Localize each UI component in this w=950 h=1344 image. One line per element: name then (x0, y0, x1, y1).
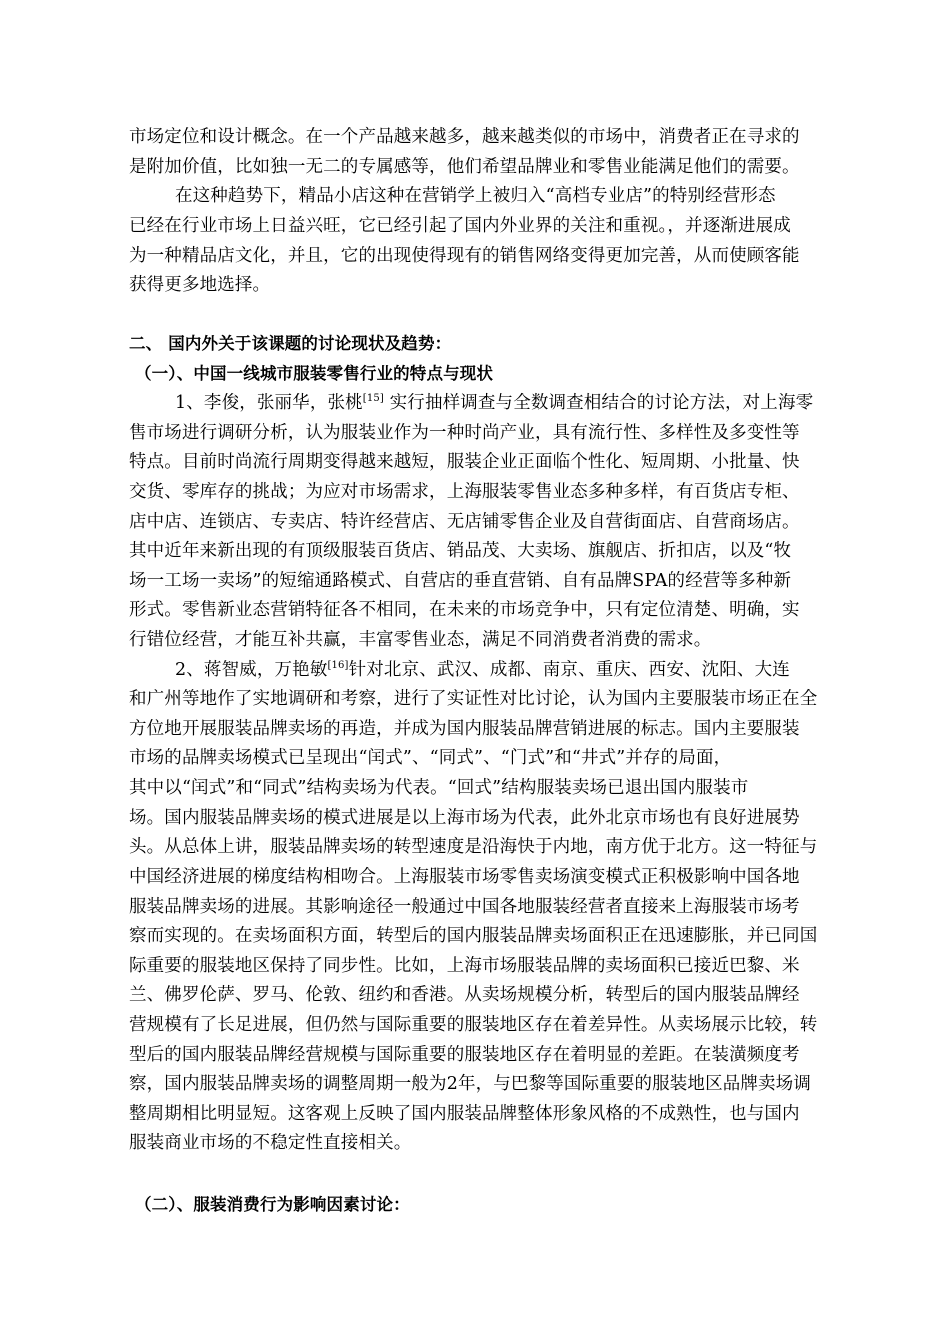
para1-line-4: 交货、零库存的挑战；为应对市场需求，上海服装零售业态多种多样，有百货店专柜、 (129, 482, 800, 502)
para2-first-rest: 针对北京、武汉、成都、南京、重庆、西安、沈阳、大连 (348, 660, 790, 680)
para2-line-11: 际重要的服装地区保持了同步性。比如，上海市场服装品牌的卖场面积已接近巴黎、米 (129, 956, 800, 976)
para1-line-8: 形式。零售新业态营销特征各不相同，在未来的市场竞争中，只有定位清楚、明确，实 (129, 600, 800, 620)
subsection-2-heading: （二）、服装消费行为影响因素讨论： (135, 1195, 410, 1214)
trend-line-2: 已经在行业市场上日益兴旺，它已经引起了国内外业界的关注和重视。，并逐渐进展成 (129, 216, 791, 236)
intro-line-1: 市场定位和设计概念。在一个产品越来越多，越来越类似的市场中，消费者正在寻求的 (129, 127, 800, 147)
para1-first-rest: 实行抽样调查与全数调查相结合的讨论方法，对上海零 (383, 393, 814, 413)
para2-lead: 2、蒋智威，万艳敏 (175, 660, 328, 680)
para2-line-4: 市场的品牌卖场模式已呈现出“闰式”、“同式”、“门式”和“井式”并存的局面， (129, 748, 732, 768)
para2-line-12: 兰、佛罗伦萨、罗马、伦敦、纽约和香港。从卖场规模分析，转型后的国内服装品牌经 (129, 985, 800, 1005)
section-heading: 二、 国内外关于该课题的讨论现状及趋势： (129, 334, 452, 353)
para1-line-7: 场一工场一卖场”的短缩通路模式、自营店的垂直营销、自有品牌SPA的经营等多种新 (129, 571, 792, 591)
para2-line-2: 和广州等地作了实地调研和考察，进行了实证性对比讨论，认为国内主要服装市场正在全 (129, 689, 818, 709)
para1-line-6: 其中近年来新出现的有顶级服装百货店、销品茂、大卖场、旗舰店、折扣店，以及“牧 (129, 541, 792, 561)
para2-line-8: 中国经济进展的梯度结构相吻合。上海服装市场零售卖场演变模式正积极影响中国各地 (129, 867, 800, 887)
para1-citation: [15] (362, 393, 384, 405)
para2-line-14: 型后的国内服装品牌经营规模与国际重要的服装地区存在着明显的差距。在装潢频度考 (129, 1045, 800, 1065)
trend-line-4: 获得更多地选择。 (129, 275, 271, 295)
para2-citation: [16] (327, 660, 349, 672)
para1-line-5: 店中店、连锁店、专卖店、特许经营店、无店铺零售企业及自营街面店、自营商场店。 (129, 512, 800, 532)
para2-line-13: 营规模有了长足进展，但仍然与国际重要的服装地区存在着差异性。从卖场展示比较，转 (129, 1015, 818, 1035)
para2-line-5: 其中以“闰式”和“同式”结构卖场为代表。“回式”结构服装卖场已退出国内服装市 (129, 778, 749, 798)
para2-line-7: 头。从总体上讲，服装品牌卖场的转型速度是沿海快于内地，南方优于北方。这一特征与 (129, 837, 818, 857)
trend-line-1: 在这种趋势下，精品小店这种在营销学上被归入“高档专业店”的特别经营形态 (175, 186, 776, 206)
para2-line-10: 察而实现的。在卖场面积方面，转型后的国内服装品牌卖场面积正在迅速膨胀，并已同国 (129, 926, 818, 946)
para2-line-17: 服装商业市场的不稳定性直接相关。 (129, 1133, 412, 1153)
para2-line-9: 服装品牌卖场的进展。其影响途径一般通过中国各地服装经营者直接来上海服装市场考 (129, 897, 800, 917)
para2-line-16: 整周期相比明显短。这客观上反映了国内服装品牌整体形象风格的不成熟性，也与国内 (129, 1104, 800, 1124)
para1-line-2: 售市场进行调研分析，认为服装业作为一种时尚产业，具有流行性、多样性及多变性等 (129, 423, 800, 443)
para2-line-1 (175, 659, 790, 681)
para2-line-6: 场。国内服装品牌卖场的模式进展是以上海市场为代表，此外北京市场也有良好进展势 (129, 808, 800, 828)
subsection-1-heading: （一）、中国一线城市服装零售行业的特点与现状 (135, 364, 494, 383)
trend-line-3: 为一种精品店文化，并且，它的出现使得现有的销售网络变得更加完善，从而使顾客能 (129, 246, 800, 266)
para1-line-9: 行错位经营，才能互补共赢，丰富零售业态，满足不同消费者消费的需求。 (129, 630, 712, 650)
para1-line-3: 特点。目前时尚流行周期变得越来越短，服装企业正面临个性化、短周期、小批量、快 (129, 452, 800, 472)
para2-line-3: 方位地开展服装品牌卖场的再造，并成为国内服装品牌营销进展的标志。国内主要服装 (129, 719, 800, 739)
intro-line-2: 是附加价值，比如独一无二的专属感等，他们希望品牌业和零售业能满足他们的需要。 (129, 157, 800, 177)
para2-line-15: 察，国内服装品牌卖场的调整周期一般为2年，与巴黎等国际重要的服装地区品牌卖场调 (129, 1074, 811, 1094)
para1-line-1 (175, 392, 813, 414)
para1-lead: 1、李俊，张丽华，张桃 (175, 393, 363, 413)
